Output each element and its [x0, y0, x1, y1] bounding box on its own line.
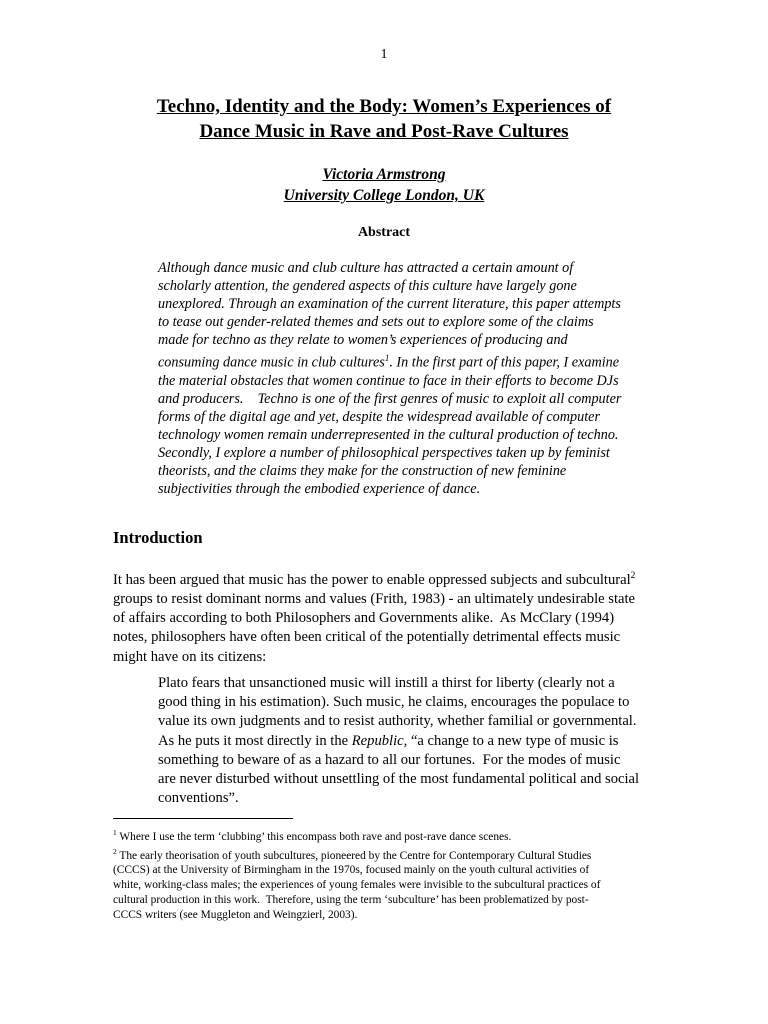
abstract-body: [158, 259, 658, 498]
page-number: 1: [380, 47, 388, 62]
abstract-line: unexplored. Through an examination of the current literature, this paper attempts: [158, 296, 621, 312]
footnote-2: [113, 845, 673, 864]
quote-line-text: “a change to a new type of music is: [407, 732, 619, 749]
abstract-line: made for techno as they relate to women’s experiences of producing and: [158, 332, 568, 348]
paragraph-line: notes, philosophers have often been critical of the potentially detrimental effects music: [113, 629, 621, 646]
footnote-marker: 2: [630, 571, 636, 581]
abstract-line: to tease out gender-related themes and sets out to explore some of the claims: [158, 314, 594, 330]
abstract-line: subjectivities through the embodied experience of dance.: [158, 480, 481, 497]
footnote-marker: 1: [113, 828, 117, 837]
author-name: Victoria Armstrong: [322, 166, 446, 183]
footnote-text: The early theorisation of youth subcultures, pioneered by the Centre for Contemporary Cultural Studies: [116, 849, 592, 862]
abstract-line: the material obstacles that women continue to face in their efforts to become DJs: [158, 372, 619, 389]
title-line-2: Dance Music in Rave and Post-Rave Cultures: [199, 121, 569, 142]
block-quote: [158, 674, 658, 808]
quote-italic-title: Republic,: [351, 732, 408, 749]
abstract-line: Although dance music and club culture has attracted a certain amount of: [158, 260, 574, 276]
footnote-1: [113, 826, 673, 845]
abstract-line: technology women remain underrepresented in the cultural production of techno.: [158, 426, 619, 443]
abstract-line-tail: . In the first part of this paper, I examine: [389, 354, 620, 371]
abstract-line: theorists, and the claims they make for the construction of new feminine: [158, 462, 567, 479]
paragraph-line: of affairs according to both Philosophers and Governments alike. As McClary (1994): [113, 610, 615, 627]
quote-line: Plato fears that unsanctioned music will instill a thirst for liberty (clearly not a: [158, 675, 615, 691]
footnote-marker: 2: [113, 846, 117, 856]
footnotes: [113, 826, 673, 922]
footnote-line: (CCCS) at the University of Birmingham in the 1970s, focused mainly on the youth cultural activities of: [113, 864, 590, 877]
quote-line: good thing in his estimation). Such music, he claims, encourages the populace to: [158, 694, 630, 711]
footnote-marker: 1: [384, 353, 390, 363]
abstract-heading: Abstract: [357, 225, 411, 240]
author-affiliation: University College London, UK: [283, 187, 485, 204]
footnote-line: cultural production in this work. Therefore, using the term ‘subculture’ has been problematized by post-: [113, 893, 589, 906]
title-line-1: Techno, Identity and the Body: Women’s Experiences of: [156, 96, 612, 117]
introduction-heading: Introduction: [113, 528, 203, 547]
quote-line-text: As he puts it most directly in the: [158, 732, 352, 749]
quote-line: are never disturbed without unsettling of the most fundamental political and social: [158, 771, 640, 788]
paper-title: [60, 94, 708, 144]
abstract-line: scholarly attention, the gendered aspects of this culture have largely gone: [158, 278, 577, 294]
quote-line: value its own judgments and to resist authority, whether familial or governmental.: [158, 713, 637, 730]
footnote-line: white, working-class males; the experiences of young females were invisible to the subcultural practices of: [113, 878, 601, 891]
paragraph-line-text: It has been argued that music has the power to enable oppressed subjects and subcultural: [113, 571, 631, 588]
abstract-line: forms of the digital age and yet, despite the widespread available of computer: [158, 408, 600, 425]
abstract-line: and producers. Techno is one of the first genres of music to exploit all computer: [158, 390, 622, 407]
footnote-separator: [113, 818, 293, 819]
paragraph-line: groups to resist dominant norms and values (Frith, 1983) - an ultimately undesirable state: [113, 591, 636, 608]
quote-line: conventions”.: [158, 790, 239, 807]
author-block: [60, 164, 708, 206]
paragraph-line: [113, 567, 673, 590]
introduction-paragraph: [113, 567, 673, 667]
footnote-line: CCCS writers (see Muggleton and Weingzierl, 2003).: [113, 908, 358, 921]
footnote-text: Where I use the term ‘clubbing’ this encompass both rave and post-rave dance scenes.: [116, 830, 512, 843]
abstract-line-text: consuming dance music in club cultures: [158, 354, 385, 371]
paragraph-line: might have on its citizens:: [113, 648, 267, 665]
quote-line: [158, 732, 658, 751]
abstract-line: [158, 349, 658, 372]
abstract-line: Secondly, I explore a number of philosophical perspectives taken up by feminist: [158, 444, 610, 461]
quote-line: something to beware of as a hazard to all our fortunes. For the modes of music: [158, 751, 621, 768]
